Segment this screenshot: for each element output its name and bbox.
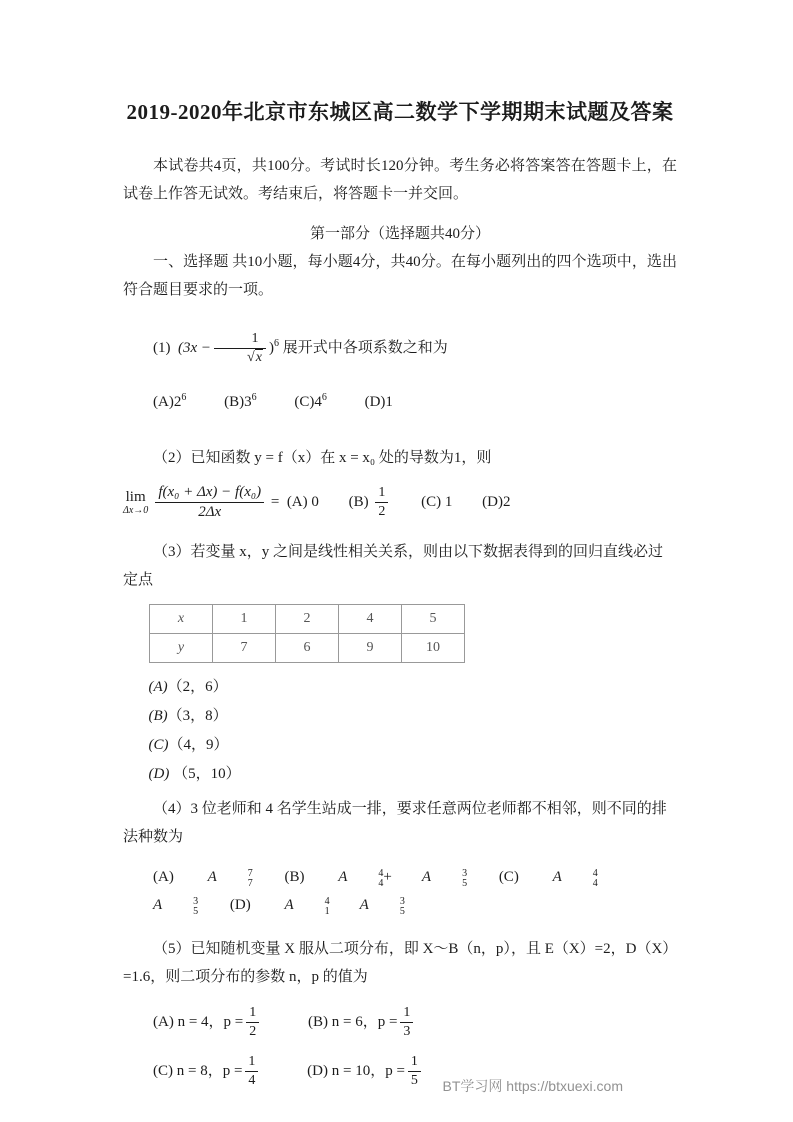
q2-option-d: (D)2 (482, 494, 511, 511)
q3-option-c (123, 731, 677, 760)
fraction-numerator: 1 (408, 1054, 421, 1072)
permutation-symbol (178, 863, 253, 891)
option-label: (D) (148, 765, 170, 782)
q1-option-c (294, 394, 327, 410)
option-label: (B) (224, 394, 245, 411)
question-5-stem (123, 935, 677, 991)
option-label: (C) (498, 868, 519, 885)
fraction-numerator: 1 (246, 1005, 259, 1023)
fraction-denominator: 2Δx (198, 504, 222, 521)
fraction-denominator: 5 (410, 1072, 418, 1088)
q3-option-d (123, 760, 677, 789)
option-label: (A) (153, 1013, 174, 1030)
question-4-text: 3 位老师和 4 名学生站成一排，要求任意两位老师都不相邻，则不同的排法种数为 (123, 800, 667, 845)
fraction-numerator: 1 (375, 485, 388, 503)
perm-superscript: 4 (378, 867, 384, 879)
perm-scripts (432, 869, 467, 889)
fraction-denominator: 2 (249, 1023, 257, 1039)
option-base: 2 (173, 394, 182, 411)
question-3-text: 若变量 x，y 之间是线性相关关系，则由以下数据表得到的回归直线必过定点 (123, 543, 664, 588)
option-fraction (245, 1054, 258, 1089)
perm-scripts (218, 869, 253, 889)
permutation-symbol (255, 891, 330, 919)
question-1-expression (178, 330, 279, 366)
perm-superscript: 4 (592, 867, 598, 879)
option-base: 1 (385, 394, 393, 411)
perm-base: A (552, 868, 562, 885)
option-value: （5，10） (173, 765, 241, 782)
perm-subscript: 5 (462, 877, 468, 889)
option-fraction (408, 1054, 421, 1089)
question-3-stem (123, 538, 677, 594)
radical-sign: √ (247, 350, 255, 366)
option-text: n = 10，p = (331, 1062, 405, 1079)
q3-option-a (123, 673, 677, 702)
option-base: 4 (314, 394, 322, 411)
exponent: 6 (273, 338, 279, 349)
data-table (149, 604, 465, 663)
q5-option-b (308, 1005, 416, 1040)
perm-subscript: 4 (378, 877, 384, 889)
table-cell: 10 (402, 633, 465, 662)
table-row-x (150, 604, 465, 633)
option-text: n = 8，p = (176, 1062, 243, 1079)
fraction-denominator: 4 (248, 1072, 256, 1088)
option-fraction (375, 485, 388, 520)
option-exponent: 6 (251, 392, 257, 404)
q2-option-c: (C) 1 (421, 494, 453, 511)
question-4-number: （4） (153, 800, 191, 817)
page-title: 2019-2020年北京市东城区高二数学下学期期末试题及答案 (126, 100, 674, 124)
option-label: (D) (307, 1062, 328, 1079)
fraction (214, 331, 266, 366)
fraction-denominator: 3 (403, 1023, 411, 1039)
option-label: (A) (153, 394, 174, 411)
perm-subscript: 5 (399, 905, 405, 917)
question-1-number: (1) (153, 340, 171, 356)
option-base: 3 (244, 394, 252, 411)
q1-option-b (224, 394, 257, 410)
q5-option-c (153, 1054, 261, 1089)
part-one-header: 第一部分（选择题共40分） (309, 226, 490, 242)
perm-base: A (338, 868, 348, 885)
radicand: x (255, 350, 262, 366)
perm-scripts (163, 897, 198, 917)
question-2-stem (123, 444, 677, 472)
fraction-numerator: 1 (400, 1005, 413, 1023)
question-3-number: （3） (153, 543, 191, 560)
equals-sign: = (270, 494, 280, 511)
difference-quotient-fraction (155, 484, 264, 522)
table-cell: y (150, 633, 213, 662)
q2-option-a: (A) 0 (286, 494, 319, 511)
q3-option-b (123, 702, 677, 731)
table-cell: 6 (276, 633, 339, 662)
perm-base: A (421, 868, 432, 885)
perm-superscript: 4 (324, 895, 330, 907)
option-label: (B) (284, 868, 305, 885)
fraction-numerator: f(x₀ + Δx) − f(x₀) (155, 484, 264, 503)
q4-option-b (284, 867, 468, 889)
q1-option-a (153, 394, 186, 410)
lim-subscript: Δx→0 (123, 504, 149, 516)
question-1-options (123, 384, 677, 416)
perm-scripts (370, 897, 405, 917)
question-1-text: 展开式中各项系数之和为 (282, 340, 448, 356)
option-value: （2，6） (167, 678, 228, 695)
option-label: (D) (229, 896, 251, 913)
question-2-number: （2） (153, 450, 191, 467)
option-fraction (246, 1005, 259, 1040)
q1-option-d (365, 394, 393, 410)
footer-watermark: BT学习网 https://btxuexi.com (442, 1078, 623, 1094)
question-2-equation (123, 484, 677, 522)
fraction-denominator (214, 349, 266, 366)
expr-close-paren: ) (268, 340, 274, 356)
section-instructions: 一、选择题 共10小题，每小题4分，共40分。在每小题列出的四个选项中，选出符合题目要求的一项。 (123, 254, 677, 298)
question-5-options-row-1 (123, 1005, 677, 1040)
perm-superscript: 3 (193, 895, 199, 907)
perm-base: A (284, 896, 294, 913)
perm-base: A (207, 868, 217, 885)
option-label: (A) (148, 678, 168, 695)
table-row-y (150, 633, 465, 662)
fraction-denominator: 2 (378, 504, 386, 520)
option-label: (B) (148, 707, 168, 724)
question-2-text: 已知函数 y = f（x）在 x = x₀ 处的导数为1，则 (190, 450, 492, 467)
option-label: (D) (364, 394, 386, 411)
table-cell: 9 (339, 633, 402, 662)
option-exponent: 6 (321, 392, 327, 404)
option-value: （3，8） (167, 707, 228, 724)
option-label: (C) (148, 736, 169, 753)
fraction-numerator: 1 (245, 1054, 258, 1072)
table-cell: 5 (402, 604, 465, 633)
table-cell: 4 (339, 604, 402, 633)
option-label: (C) (294, 394, 315, 411)
question-5-number: （5） (153, 940, 191, 957)
q2-option-b (348, 485, 392, 520)
option-text: n = 4，p = (177, 1013, 244, 1030)
q4-option-d (229, 895, 405, 917)
fraction-numerator: 1 (214, 331, 266, 349)
question-5-text: 已知随机变量 X 服从二项分布，即 X～B（n，p），且 E（X）=2，D（X）=1.6，则二项分布的参数 n，p 的值为 (123, 940, 670, 985)
q5-option-a (153, 1005, 262, 1040)
option-fraction (400, 1005, 413, 1040)
table-cell: 7 (213, 633, 276, 662)
table-cell: 1 (213, 604, 276, 633)
perm-subscript: 7 (247, 877, 253, 889)
question-4-options (123, 863, 677, 919)
intro-paragraph: 本试卷共4页，共100分。考试时长120分钟。考生务必将答案答在答题卡上，在试卷上作答无试效。考结束后，将答题卡一并交回。 (123, 158, 677, 202)
perm-superscript: 3 (462, 867, 468, 879)
expr-prefix: (3x − (178, 340, 212, 356)
perm-scripts (295, 897, 330, 917)
permutation-symbol (123, 891, 198, 919)
perm-superscript: 3 (399, 895, 405, 907)
q5-option-d (307, 1054, 424, 1089)
perm-scripts (563, 869, 598, 889)
limit-operator (123, 490, 148, 516)
table-cell: 2 (276, 604, 339, 633)
plus-operator: + (383, 868, 392, 885)
permutation-symbol (392, 863, 467, 891)
perm-subscript: 5 (193, 905, 199, 917)
perm-base: A (359, 896, 369, 913)
option-text: n = 6，p = (331, 1013, 398, 1030)
table-cell: x (150, 604, 213, 633)
perm-subscript: 4 (592, 877, 598, 889)
option-value: （4，9） (168, 736, 229, 753)
lim-word: lim (125, 488, 146, 505)
option-label: (B) (308, 1013, 328, 1030)
option-label: (B) (348, 494, 369, 511)
option-label: (C) (153, 1062, 173, 1079)
perm-scripts (348, 869, 383, 889)
perm-base: A (153, 896, 163, 913)
perm-superscript: 7 (247, 867, 253, 879)
question-4-stem (123, 795, 677, 851)
perm-subscript: 1 (324, 905, 330, 917)
option-label: (A) (153, 868, 174, 885)
q4-option-a (153, 867, 253, 889)
permutation-symbol (330, 891, 405, 919)
question-1-stem (123, 330, 677, 366)
option-exponent: 6 (181, 392, 187, 404)
permutation-symbol (308, 863, 383, 891)
permutation-symbol (523, 863, 598, 891)
